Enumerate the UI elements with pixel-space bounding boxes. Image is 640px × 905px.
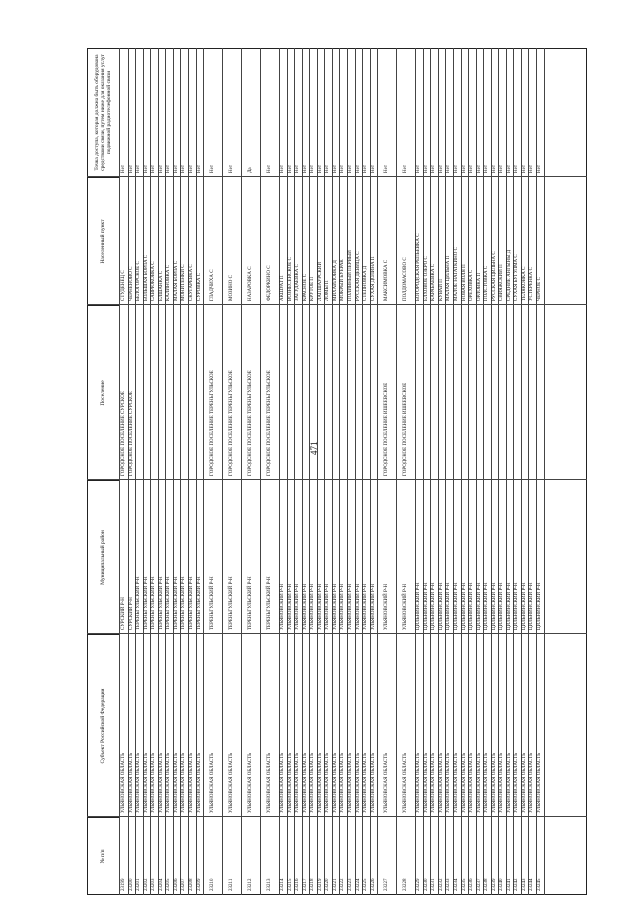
access-cell: Нет <box>166 164 172 173</box>
access-cell: Нет <box>121 164 126 173</box>
municipal-cell: ЦИЛЬНИНСКИЙ Р-Н <box>506 582 512 630</box>
subject-cell: УЛЬЯНОВСКАЯ ОБЛАСТЬ <box>355 752 361 813</box>
header-municipal: Муниципальный район <box>87 480 119 634</box>
settlement-cell <box>355 306 363 478</box>
subject-cell: УЛЬЯНОВСКАЯ ОБЛАСТЬ <box>196 752 202 813</box>
access-cell: Нет <box>267 164 273 173</box>
access-cell: Нет <box>143 164 149 173</box>
municipal-cell: ЦИЛЬНИНСКИЙ Р-Н <box>529 582 535 630</box>
row-number: 23218 <box>310 878 316 891</box>
municipal-cell: ЦИЛЬНИНСКИЙ Р-Н <box>499 582 505 630</box>
row-number: 23203 <box>151 878 157 891</box>
row-number: 23208 <box>188 878 194 891</box>
access-cell: Нет <box>181 164 187 173</box>
locality-cell: МАЛАЯ ЦИЛЬНА П <box>446 255 452 301</box>
municipal-cell: ЦИЛЬНИНСКИЙ Р-Н <box>461 582 467 630</box>
row-number: 23207 <box>181 878 187 891</box>
access-cell: Нет <box>280 164 286 173</box>
locality-cell: МАЛОЕ НАГАТКИНО С <box>453 247 459 301</box>
municipal-cell: ТЕРЕНЬГУЛЬСКИЙ Р-Н <box>229 576 235 630</box>
municipal-cell: УЛЬЯНОВСКИЙ Р-Н <box>403 583 409 630</box>
municipal-cell: УЛЬЯНОВСКИЙ Р-Н <box>340 583 346 630</box>
locality-cell: ВОЗНЕСЕНСКОЕ С <box>287 257 293 301</box>
municipal-cell: УЛЬЯНОВСКИЙ Р-Н <box>287 583 293 630</box>
subject-cell: УЛЬЯНОВСКАЯ ОБЛАСТЬ <box>151 752 157 813</box>
row-number: 23226 <box>370 878 376 891</box>
locality-cell: ЧЕРНОЕ С <box>537 277 542 301</box>
subject-cell: УЛЬЯНОВСКАЯ ОБЛАСТЬ <box>537 752 542 813</box>
subject-cell: УЛЬЯНОВСКАЯ ОБЛАСТЬ <box>484 752 490 813</box>
locality-cell: СРЕДНИЕ АНГЫНЫ Д <box>506 249 512 301</box>
subject-cell: УЛЬЯНОВСКАЯ ОБЛАСТЬ <box>143 752 149 813</box>
access-cell: Нет <box>173 164 179 173</box>
access-cell: Нет <box>295 164 301 173</box>
access-cell: Нет <box>363 164 369 173</box>
subject-cell: УЛЬЯНОВСКАЯ ОБЛАСТЬ <box>438 752 444 813</box>
settlement-cell: ГОРОДСКОЕ ПОСЕЛЕНИЕ ТЕРЕНЬГУЛЬСКОЕ <box>267 370 273 476</box>
settlement-cell <box>370 306 378 478</box>
municipal-cell: ЦИЛЬНИНСКИЙ Р-Н <box>453 582 459 630</box>
municipal-cell: УЛЬЯНОВСКИЙ Р-Н <box>310 583 316 630</box>
subject-cell: УЛЬЯНОВСКАЯ ОБЛАСТЬ <box>423 752 429 813</box>
settlement-cell: ГОРОДСКОЕ ПОСЕЛЕНИЕ СУРСКОЕ <box>121 391 126 476</box>
locality-cell: КРАСНОЕ С <box>302 273 308 301</box>
row-number: 23237 <box>476 878 482 891</box>
settlement-cell <box>476 306 484 478</box>
row-number: 23232 <box>438 878 444 891</box>
header-subject: Субъект Российской Федерации <box>87 634 119 817</box>
municipal-cell: ТЕРЕНЬГУЛЬСКИЙ Р-Н <box>136 576 142 630</box>
locality-cell: СКУГАРЕВКА С <box>188 264 194 301</box>
locality-cell: РУССКАЯ ДЕВИЦА С <box>355 251 361 301</box>
locality-cell: БОГОРОДСКАЯ РЕПЬЕВКА С <box>416 233 422 301</box>
row-number: 23209 <box>196 878 202 891</box>
access-cell: Нет <box>302 164 308 173</box>
subject-cell: УЛЬЯНОВСКАЯ ОБЛАСТЬ <box>403 752 409 813</box>
settlement-cell <box>302 306 310 478</box>
municipal-cell: ТЕРЕНЬГУЛЬСКИЙ Р-Н <box>158 576 164 630</box>
municipal-cell: ТЕРЕНЬГУЛЬСКИЙ Р-Н <box>196 576 202 630</box>
municipal-cell: ЦИЛЬНИНСКИЙ Р-Н <box>423 582 429 630</box>
row-number: 23239 <box>491 878 497 891</box>
row-number: 23223 <box>348 878 353 891</box>
locality-cell: МОКРЫЙ БУЕРАК <box>340 259 346 301</box>
settlement-cell <box>294 306 302 478</box>
row-number: 23205 <box>166 878 172 891</box>
municipal-cell: ТЕРЕНЬГУЛЬСКИЙ Р-Н <box>151 576 157 630</box>
municipal-cell: УЛЬЯНОВСКИЙ Р-Н <box>295 583 301 630</box>
locality-cell: МАКСИМОВКА С <box>384 259 390 301</box>
access-cell: Нет <box>370 164 376 173</box>
municipal-cell: ТЕРЕНЬГУЛЬСКИЙ Р-Н <box>143 576 149 630</box>
municipal-cell: ТЕРЕНЬГУЛЬСКИЙ Р-Н <box>188 576 194 630</box>
row-number: 23216 <box>295 878 301 891</box>
access-cell: Нет <box>325 164 331 173</box>
row-number: 23224 <box>355 878 361 891</box>
municipal-cell: УЛЬЯНОВСКИЙ Р-Н <box>280 583 286 630</box>
column-rule <box>87 304 587 305</box>
locality-cell: УСТЕРЕНКА С <box>529 267 535 301</box>
subject-cell: УЛЬЯНОВСКАЯ ОБЛАСТЬ <box>136 752 142 813</box>
access-cell: Нет <box>403 164 409 173</box>
column-rule <box>87 633 587 634</box>
settlement-cell <box>158 306 166 478</box>
access-cell: Нет <box>469 164 475 173</box>
access-cell: Нет <box>438 164 444 173</box>
row-number: 23231 <box>431 878 437 891</box>
settlement-cell <box>445 306 453 478</box>
row-number: 23200 <box>128 878 134 891</box>
row-number: 23245 <box>537 878 542 891</box>
subject-cell: УЛЬЯНОВСКАЯ ОБЛАСТЬ <box>229 752 235 813</box>
settlement-cell <box>339 306 347 478</box>
settlement-cell <box>347 306 355 478</box>
header-locality: Населенный пункт <box>87 177 119 305</box>
settlement-cell <box>188 306 196 478</box>
subject-cell: УЛЬЯНОВСКАЯ ОБЛАСТЬ <box>121 752 126 813</box>
access-cell: Нет <box>196 164 202 173</box>
locality-cell: ПОЛСТОВКА С <box>484 265 490 301</box>
settlement-cell: ГОРОДСКОЕ ПОСЕЛЕНИЕ ТЕРЕНЬГУЛЬСКОЕ <box>248 370 254 476</box>
access-cell: Нет <box>529 164 535 173</box>
municipal-cell: ЦИЛЬНИНСКИЙ Р-Н <box>484 582 490 630</box>
access-cell: Нет <box>210 164 216 173</box>
locality-cell: БОЛЬШАЯ БОРЛА С <box>143 254 149 301</box>
row-number: 23211 <box>229 878 235 891</box>
row-number: 23229 <box>416 878 422 891</box>
subject-cell: УЛЬЯНОВСКАЯ ОБЛАСТЬ <box>158 752 164 813</box>
locality-cell: ЛОМЫ П <box>325 280 331 301</box>
locality-cell: ТЕЛЯКОВКА С <box>521 266 527 301</box>
access-cell: Нет <box>229 164 235 173</box>
municipal-cell: ТЕРЕНЬГУЛЬСКИЙ Р-Н <box>166 576 172 630</box>
locality-cell: ПОЛИВНЫЙ ПЕРВЫЙ <box>348 250 353 301</box>
subject-cell: УЛЬЯНОВСКАЯ ОБЛАСТЬ <box>295 752 301 813</box>
row-number: 23201 <box>136 878 142 891</box>
subject-cell: УЛЬЯНОВСКАЯ ОБЛАСТЬ <box>476 752 482 813</box>
locality-cell: СУХАЯ БУГУЛМА С <box>514 254 520 301</box>
municipal-cell: УЛЬЯНОВСКИЙ Р-Н <box>325 583 331 630</box>
settlement-cell <box>528 306 536 478</box>
locality-cell: ЗАГУДАЕВКА С <box>295 264 301 301</box>
access-cell: Нет <box>340 164 346 173</box>
subject-cell: УЛЬЯНОВСКАЯ ОБЛАСТЬ <box>514 752 520 813</box>
access-cell: Нет <box>384 164 390 173</box>
municipal-cell: ЦИЛЬНИНСКИЙ Р-Н <box>431 582 437 630</box>
subject-cell: УЛЬЯНОВСКАЯ ОБЛАСТЬ <box>529 752 535 813</box>
row-number: 23242 <box>514 878 520 891</box>
settlement-cell <box>135 306 143 478</box>
access-cell: Нет <box>188 164 194 173</box>
settlement-cell <box>143 306 151 478</box>
municipal-cell: ЦИЛЬНИНСКИЙ Р-Н <box>537 582 542 630</box>
subject-cell: УЛЬЯНОВСКАЯ ОБЛАСТЬ <box>248 752 254 813</box>
access-cell: Нет <box>332 164 338 173</box>
row-number: 23225 <box>363 878 369 891</box>
municipal-cell: ТЕРЕНЬГУЛЬСКИЙ Р-Н <box>248 576 254 630</box>
locality-cell: ЕЛХОВОЕ ОЗЕРО С <box>423 256 429 301</box>
locality-cell: МАЛАЯ БОРЛА С <box>173 260 179 301</box>
locality-cell: ОРЛОВКА П <box>476 272 482 301</box>
subject-cell: УЛЬЯНОВСКАЯ ОБЛАСТЬ <box>340 752 346 813</box>
settlement-cell <box>415 306 423 478</box>
subject-cell: УЛЬЯНОВСКАЯ ОБЛАСТЬ <box>416 752 422 813</box>
locality-cell: НАЗАРОВКА С <box>248 266 254 301</box>
subject-cell: УЛЬЯНОВСКАЯ ОБЛАСТЬ <box>384 752 390 813</box>
municipal-cell: УЛЬЯНОВСКИЙ Р-Н <box>317 583 323 630</box>
access-cell: Нет <box>136 164 142 173</box>
municipal-cell: ЦИЛЬНИНСКИЙ Р-Н <box>491 582 497 630</box>
access-cell: Нет <box>476 164 482 173</box>
locality-cell: МОЗИНО С <box>229 275 235 301</box>
locality-cell: ОРЕХОВКА С <box>469 269 475 301</box>
row-number: 23240 <box>499 878 505 891</box>
locality-cell: САВРЮКОВКА С <box>151 261 157 301</box>
subject-cell: УЛЬЯНОВСКАЯ ОБЛАСТЬ <box>173 752 179 813</box>
access-cell: Нет <box>416 164 422 173</box>
subject-cell: УЛЬЯНОВСКАЯ ОБЛАСТЬ <box>166 752 172 813</box>
access-cell: Нет <box>355 164 361 173</box>
access-cell: Нет <box>491 164 497 173</box>
access-cell: Нет <box>499 164 505 173</box>
subject-cell: УЛЬЯНОВСКАЯ ОБЛАСТЬ <box>446 752 452 813</box>
subject-cell: УЛЬЯНОВСКАЯ ОБЛАСТЬ <box>453 752 459 813</box>
municipal-cell: СУРСКИЙ Р-Н <box>121 597 126 630</box>
locality-cell: РУССКАЯ ЦИЛЬНА С <box>491 251 497 301</box>
row-number: 23220 <box>325 878 331 891</box>
locality-cell: ЛАПШАУРСКИЙ <box>317 261 323 301</box>
subject-cell: УЛЬЯНОВСКАЯ ОБЛАСТЬ <box>348 752 353 813</box>
municipal-cell: ЦИЛЬНИНСКИЙ Р-Н <box>469 582 475 630</box>
row-number: 23221 <box>332 878 338 891</box>
settlement-cell <box>332 306 340 478</box>
municipal-cell: ЦИЛЬНИНСКИЙ Р-Н <box>476 582 482 630</box>
row-number: 23230 <box>423 878 429 891</box>
settlement-cell: ГОРОДСКОЕ ПОСЕЛЕНИЕ СУРСКОЕ <box>128 391 134 476</box>
settlement-cell: ГОРОДСКОЕ ПОСЕЛЕНИЕ ИШЕЕВСКОЕ <box>384 382 390 476</box>
locality-cell: НОВАЯ ВОЛЯ П <box>461 264 467 301</box>
locality-cell: ЕЛШАНКА С <box>158 270 164 301</box>
municipal-cell: УЛЬЯНОВСКИЙ Р-Н <box>370 583 376 630</box>
row-number: 23227 <box>384 878 390 891</box>
settlement-cell: ГОРОДСКОЕ ПОСЕЛЕНИЕ ТЕРЕНЬГУЛЬСКОЕ <box>210 370 216 476</box>
row-number: 23243 <box>521 878 527 891</box>
row-number: 23212 <box>248 878 254 891</box>
access-cell: Нет <box>514 164 520 173</box>
locality-cell: ГЛАДЧИХА С <box>210 269 216 301</box>
settlement-cell <box>150 306 158 478</box>
settlement-cell: ГОРОДСКОЕ ПОСЕЛЕНИЕ ИШЕЕВСКОЕ <box>403 382 409 476</box>
access-cell: Нет <box>461 164 467 173</box>
municipal-cell: УЛЬЯНОВСКИЙ Р-Н <box>384 583 390 630</box>
municipal-cell: СУРСКИЙ Р-Н <box>128 597 134 630</box>
municipal-cell: УЛЬЯНОВСКИЙ Р-Н <box>363 583 369 630</box>
subject-cell: УЛЬЯНОВСКАЯ ОБЛАСТЬ <box>210 752 216 813</box>
row-number: 23236 <box>469 878 475 891</box>
row-number: 23233 <box>446 878 452 891</box>
locality-cell: КУВАЙ П <box>438 279 444 301</box>
access-cell: Да <box>248 167 254 173</box>
settlement-cell <box>165 306 173 478</box>
row-number: 23217 <box>302 878 308 891</box>
subject-cell: УЛЬЯНОВСКАЯ ОБЛАСТЬ <box>128 752 134 813</box>
row-number: 23234 <box>453 878 459 891</box>
row-number: 23206 <box>173 878 179 891</box>
access-cell: Нет <box>310 164 316 173</box>
locality-cell: КРУТОЕ П <box>310 276 316 301</box>
settlement-cell <box>536 306 544 478</box>
settlement-cell <box>491 306 499 478</box>
subject-cell: УЛЬЯНОВСКАЯ ОБЛАСТЬ <box>267 752 273 813</box>
header-access: Точка доступа, которая должна быть оборудована средствами связи, путем ниже для оказания услуг подвижной радиотелефонной связи <box>93 54 113 171</box>
header-settlement: Поселение <box>87 305 119 480</box>
access-cell: Нет <box>453 164 459 173</box>
access-cell: Нет <box>431 164 437 173</box>
municipal-cell: УЛЬЯНОВСКИЙ Р-Н <box>348 583 353 630</box>
municipal-cell: ЦИЛЬНИНСКИЙ Р-Н <box>446 582 452 630</box>
row-number: 23210 <box>210 878 216 891</box>
access-cell: Нет <box>158 164 164 173</box>
subject-cell: УЛЬЯНОВСКАЯ ОБЛАСТЬ <box>302 752 308 813</box>
access-cell: Нет <box>317 164 323 173</box>
row-number: 23228 <box>403 878 409 891</box>
row-number: 23241 <box>506 878 512 891</box>
municipal-cell: ЦИЛЬНИНСКИЙ Р-Н <box>416 582 422 630</box>
settlement-cell <box>461 306 469 478</box>
access-cell: Нет <box>423 164 429 173</box>
row-number: 23238 <box>484 878 490 891</box>
settlement-cell <box>362 306 370 478</box>
column-rule <box>87 479 587 480</box>
locality-cell: ФЕДОРКИНО С <box>267 265 273 301</box>
municipal-cell: УЛЬЯНОВСКИЙ Р-Н <box>355 583 361 630</box>
locality-cell: КАЛИНОВКА С <box>166 264 172 301</box>
municipal-cell: ЦИЛЬНИНСКИЙ Р-Н <box>438 582 444 630</box>
access-cell: Нет <box>506 164 512 173</box>
settlement-cell <box>498 306 506 478</box>
settlement-cell <box>180 306 188 478</box>
settlement-cell <box>423 306 431 478</box>
access-cell: Нет <box>287 164 293 173</box>
subject-cell: УЛЬЯНОВСКАЯ ОБЛАСТЬ <box>287 752 293 813</box>
subject-cell: УЛЬЯНОВСКАЯ ОБЛАСТЬ <box>491 752 497 813</box>
subject-cell: УЛЬЯНОВСКАЯ ОБЛАСТЬ <box>506 752 512 813</box>
settlement-cell <box>438 306 446 478</box>
settlement-cell <box>287 306 295 478</box>
settlement-cell <box>513 306 521 478</box>
access-cell: Нет <box>484 164 490 173</box>
row-number: 23213 <box>267 878 273 891</box>
row-number: 23199 <box>121 878 126 891</box>
subject-cell: УЛЬЯНОВСКАЯ ОБЛАСТЬ <box>317 752 323 813</box>
locality-cell: КАРАБАЕВКА С <box>431 263 437 301</box>
settlement-cell <box>468 306 476 478</box>
row-number: 23204 <box>158 878 164 891</box>
subject-cell: УЛЬЯНОВСКАЯ ОБЛАСТЬ <box>521 752 527 813</box>
subject-cell: УЛЬЯНОВСКАЯ ОБЛАСТЬ <box>461 752 467 813</box>
municipal-cell: ТЕРЕНЬГУЛЬСКИЙ Р-Н <box>181 576 187 630</box>
locality-cell: СТЕПНОВКА Д <box>363 265 369 301</box>
settlement-cell <box>317 306 325 478</box>
locality-cell: СУРОВКА С <box>196 272 202 301</box>
subject-cell: УЛЬЯНОВСКАЯ ОБЛАСТЬ <box>181 752 187 813</box>
row-number: 23202 <box>143 878 149 891</box>
subject-cell: УЛЬЯНОВСКАЯ ОБЛАСТЬ <box>499 752 505 813</box>
access-cell: Нет <box>348 164 353 173</box>
access-cell: Нет <box>128 164 134 173</box>
settlement-cell <box>453 306 461 478</box>
locality-cell: СУХАЯ ДОЛИНА П <box>370 256 376 301</box>
column-rule <box>87 176 587 177</box>
subject-cell: УЛЬЯНОВСКАЯ ОБЛАСТЬ <box>363 752 369 813</box>
access-cell: Нет <box>521 164 527 173</box>
subject-cell: УЛЬЯНОВСКАЯ ОБЛАСТЬ <box>188 752 194 813</box>
row-number: 23215 <box>287 878 293 891</box>
settlement-cell <box>309 306 317 478</box>
settlement-cell <box>483 306 491 478</box>
municipal-cell: ЦИЛЬНИНСКИЙ Р-Н <box>521 582 527 630</box>
row-number: 23235 <box>461 878 467 891</box>
locality-cell: СТУДЕНЕЦ С <box>121 270 126 301</box>
subject-cell: УЛЬЯНОВСКАЯ ОБЛАСТЬ <box>325 752 331 813</box>
locality-cell: МОНИТЕНКИ С <box>181 264 187 301</box>
municipal-cell: ЦИЛЬНИНСКИЙ Р-Н <box>514 582 520 630</box>
locality-cell: БЕЛОГОРСКОЕ С <box>136 261 142 301</box>
row-number: 23219 <box>317 878 323 891</box>
locality-cell: МИХАЙЛОВКА Д <box>332 260 338 301</box>
settlement-cell <box>196 306 204 478</box>
locality-cell: ЧЕРНЕНОВО С <box>128 266 134 301</box>
header-num: № п/п <box>87 817 119 895</box>
row-number: 23244 <box>529 878 535 891</box>
locality-cell: ПОЛДОМАСОВО С <box>403 257 409 301</box>
data-table <box>87 48 587 895</box>
municipal-cell: УЛЬЯНОВСКИЙ Р-Н <box>332 583 338 630</box>
subject-cell: УЛЬЯНОВСКАЯ ОБЛАСТЬ <box>332 752 338 813</box>
municipal-cell: ТЕРЕНЬГУЛЬСКИЙ Р-Н <box>210 576 216 630</box>
municipal-cell: УЛЬЯНОВСКИЙ Р-Н <box>302 583 308 630</box>
page-number: 471 <box>309 441 319 455</box>
settlement-cell <box>279 306 287 478</box>
municipal-cell: ТЕРЕНЬГУЛЬСКИЙ Р-Н <box>173 576 179 630</box>
locality-cell: АКШУАТ П <box>280 275 286 301</box>
access-cell: Нет <box>537 164 542 173</box>
settlement-cell <box>521 306 529 478</box>
municipal-cell: ТЕРЕНЬГУЛЬСКИЙ Р-Н <box>267 576 273 630</box>
row-number: 23214 <box>280 878 286 891</box>
subject-cell: УЛЬЯНОВСКАЯ ОБЛАСТЬ <box>469 752 475 813</box>
subject-cell: УЛЬЯНОВСКАЯ ОБЛАСТЬ <box>310 752 316 813</box>
settlement-cell <box>506 306 514 478</box>
subject-cell: УЛЬЯНОВСКАЯ ОБЛАСТЬ <box>431 752 437 813</box>
settlement-cell <box>324 306 332 478</box>
subject-cell: УЛЬЯНОВСКАЯ ОБЛАСТЬ <box>370 752 376 813</box>
settlement-cell: ГОРОДСКОЕ ПОСЕЛЕНИЕ ТЕРЕНЬГУЛЬСКОЕ <box>229 370 235 476</box>
locality-cell: СВИЯЖСКИЙ П <box>499 264 505 301</box>
column-rule <box>87 816 587 817</box>
access-cell: Нет <box>446 164 452 173</box>
subject-cell: УЛЬЯНОВСКАЯ ОБЛАСТЬ <box>280 752 286 813</box>
row-number: 23222 <box>340 878 346 891</box>
settlement-cell <box>430 306 438 478</box>
access-cell: Нет <box>151 164 157 173</box>
settlement-cell <box>173 306 181 478</box>
